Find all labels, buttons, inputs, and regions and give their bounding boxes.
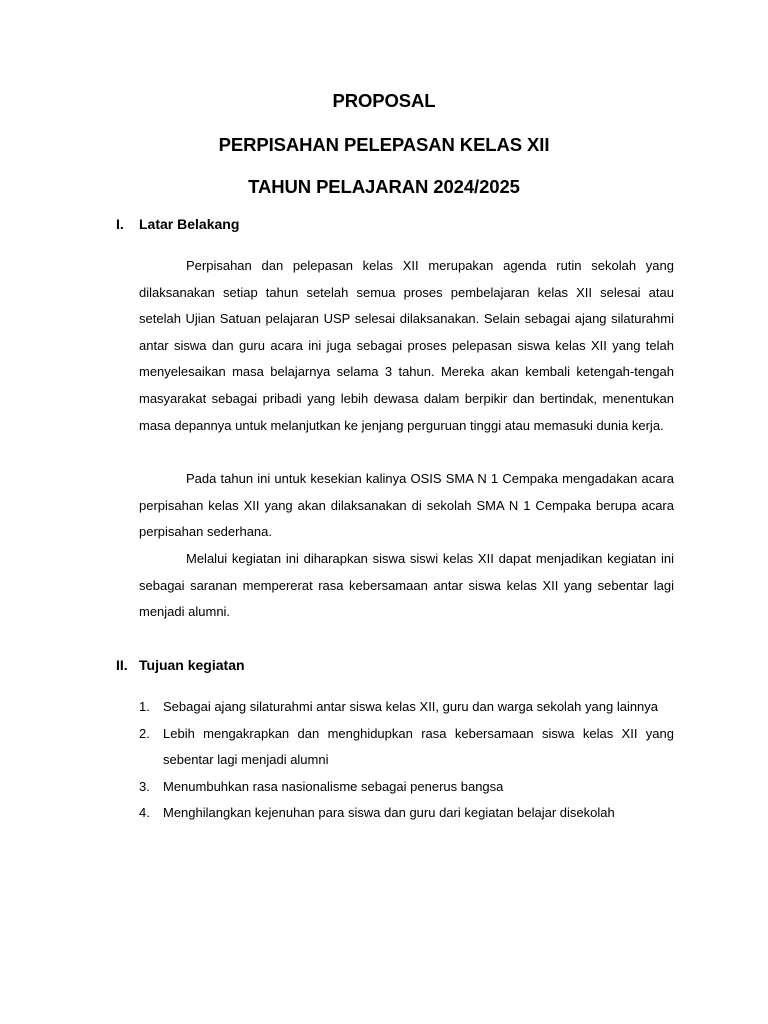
list-item [139,800,674,827]
list-item-text: Menumbuhkan rasa nasionalisme sebagai penerus bangsa [163,778,504,794]
paragraph-background-3: Melalui kegiatan ini diharapkan siswa siswi kelas XII dapat menjadikan kegiatan ini sebagai saranan mempererat rasa kebersamaan antar siswa kelas XII yang sebentar lagi menjadi alumni. [139,551,674,620]
list-marker: 3. [139,778,150,794]
list-item [139,721,674,774]
section-heading-latar-belakang [116,216,239,232]
section-title: Tujuan kegiatan [139,657,245,673]
list-item-text: Lebih mengakrapkan dan menghidupkan rasa kebersamaan siswa kelas XII yang sebentar lagi menjadi alumni [163,725,674,768]
document-title: PROPOSAL [332,90,436,111]
document-subtitle: PERPISAHAN PELEPASAN KELAS XII [218,134,550,155]
section-title: Latar Belakang [139,216,240,232]
document-year: TAHUN PELAJARAN 2024/2025 [248,176,520,197]
list-item-text: Menghilangkan kejenuhan para siswa dan guru dari kegiatan belajar disekolah [163,805,615,821]
list-item [139,694,674,721]
section-heading-tujuan-kegiatan [116,657,245,673]
list-item-text: Sebagai ajang silaturahmi antar siswa kelas XII, guru dan warga sekolah yang lainnya [163,699,659,714]
paragraph-background-2: Pada tahun ini untuk kesekian kalinya OSIS SMA N 1 Cempaka mengadakan acara perpisahan kelas XII yang akan dilaksanakan di sekolah SMA N 1 Cempaka berupa acara perpisahan sederhana. [139,471,674,540]
section-number: II. [116,657,128,673]
paragraph-background-1: Perpisahan dan pelepasan kelas XII merupakan agenda rutin sekolah yang dilaksanakan setiap tahun setelah semua proses pembelajaran kelas XII selesai atau setelah Ujian Satuan pelajaran USP selesai dilaksanakan. Selain sebagai ajang silaturahmi antar siswa dan guru acara ini juga sebagai proses pelepasan siswa kelas XII yang telah menyelesaikan masa belajarnya selama 3 tahun. Mereka akan kembali ketengah-tengah masyarakat sebagai pribadi yang lebih dewasa dalam berpikir dan bertindak, menentukan masa depannya untuk melanjutkan ke jenjang perguruan tinggi atau memasuki dunia kerja. [139,258,674,433]
list-item [139,774,674,801]
list-marker: 4. [139,805,150,821]
list-marker: 1. [139,699,150,714]
section-number: I. [116,216,124,232]
goals-list [139,694,674,827]
list-marker: 2. [139,725,150,741]
